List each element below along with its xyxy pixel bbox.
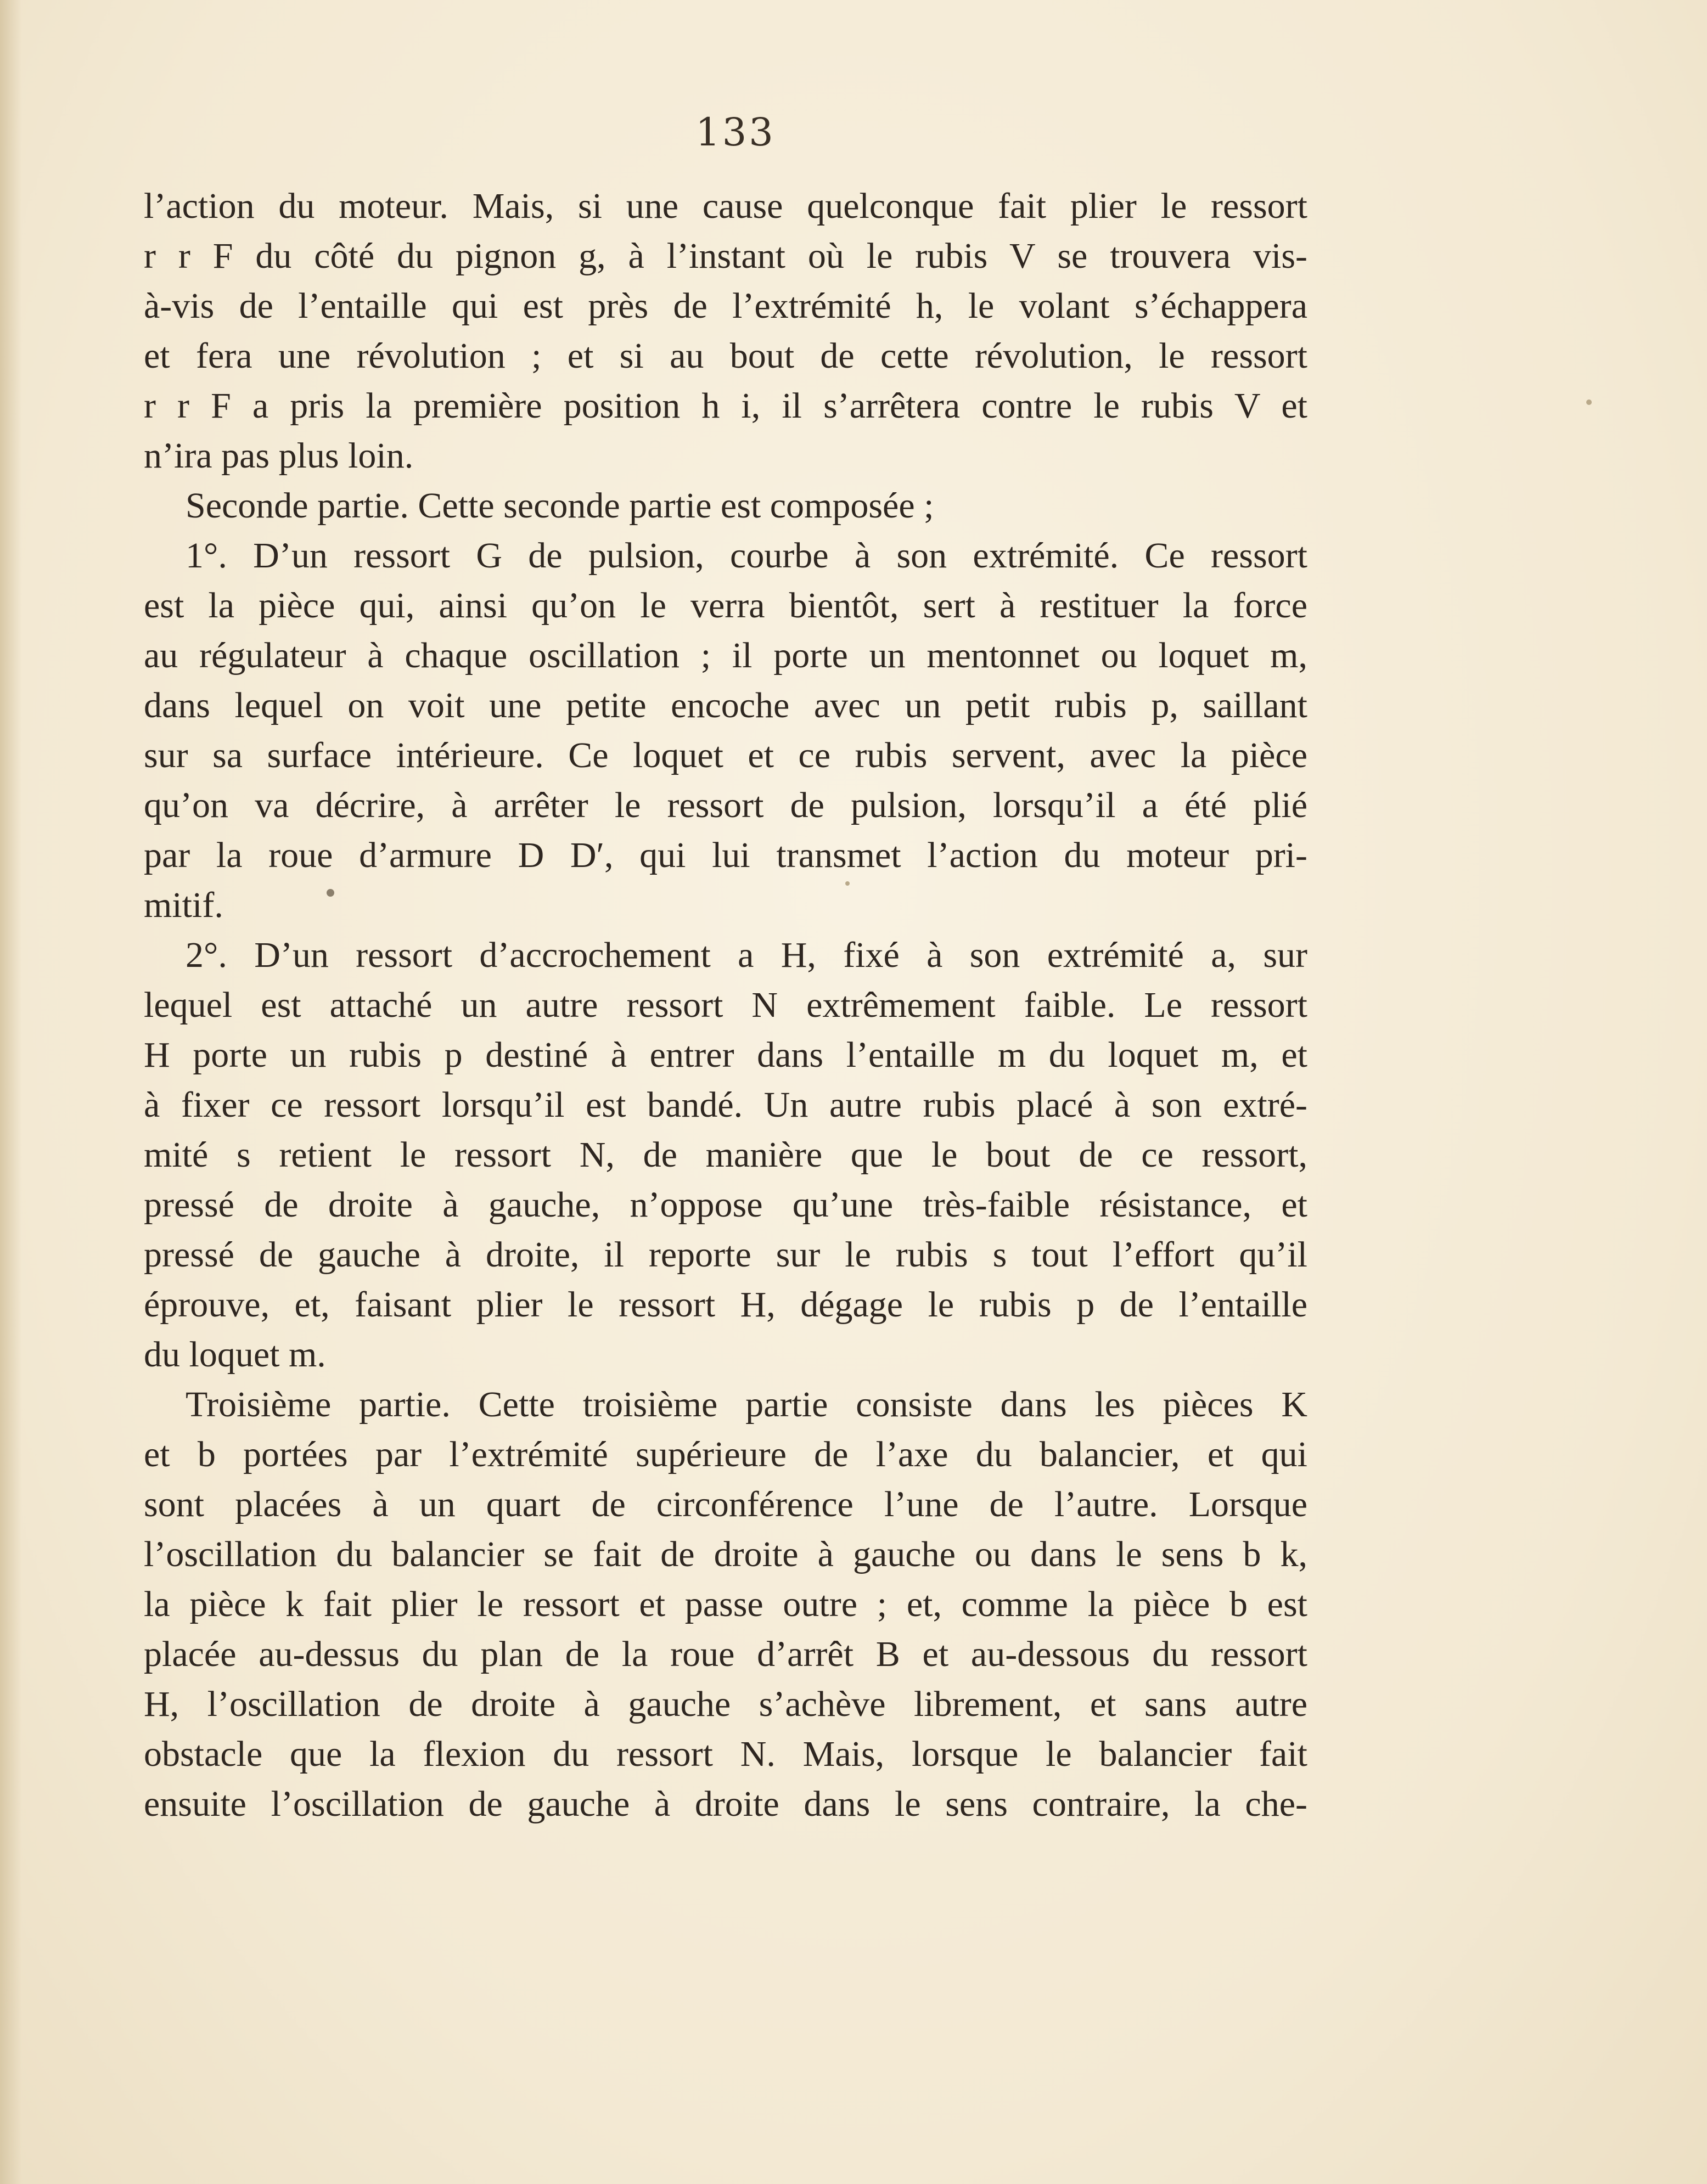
text-line: H porte un rubis p destiné à entrer dans l’entaille m du loquet m, et — [144, 1035, 1307, 1075]
paper-spot — [327, 889, 334, 897]
text-line: dans lequel on voit une petite encoche avec un petit rubis p, saillant — [144, 685, 1307, 725]
text-line: qu’on va décrire, à arrêter le ressort de pulsion, lorsqu’il a été plié — [144, 785, 1307, 825]
text-line: du loquet m. — [144, 1335, 326, 1375]
text-line: r r F a pris la première position h i, il s’arrêtera contre le rubis V et — [144, 386, 1307, 426]
text-line: placée au-dessus du plan de la roue d’arrêt B et au-dessous du ressort — [144, 1634, 1307, 1674]
text-line: pressé de droite à gauche, n’oppose qu’une très-faible résistance, et — [144, 1185, 1307, 1225]
page-gutter-shadow — [0, 0, 22, 2184]
text-line: sur sa surface intérieure. Ce loquet et ce rubis servent, avec la pièce — [144, 735, 1307, 775]
text-line: lequel est attaché un autre ressort N extrêmement faible. Le ressort — [144, 985, 1307, 1025]
text-line: H, l’oscillation de droite à gauche s’achève librement, et sans autre — [144, 1684, 1307, 1724]
text-line: l’action du moteur. Mais, si une cause quelconque fait plier le ressort — [144, 186, 1307, 226]
text-line: pressé de gauche à droite, il reporte sur le rubis s tout l’effort qu’il — [144, 1235, 1307, 1275]
text-line: la pièce k fait plier le ressort et passe outre ; et, comme la pièce b est — [144, 1584, 1307, 1624]
text-line: 1°. D’un ressort G de pulsion, courbe à son extrémité. Ce ressort — [186, 536, 1307, 576]
page-number: 133 — [695, 110, 776, 155]
section-heading-troisieme-partie: Troisième partie. Cette troisième partie consiste dans les pièces K — [186, 1384, 1307, 1425]
section-heading-seconde-partie: Seconde partie. Cette seconde partie est composée ; — [186, 486, 934, 526]
text-line: et fera une révolution ; et si au bout de cette révolution, le ressort — [144, 336, 1307, 376]
text-line: et b portées par l’extrémité supérieure de l’axe du balancier, et qui — [144, 1434, 1307, 1474]
paper-spot — [1586, 399, 1592, 405]
text-line: r r F du côté du pignon g, à l’instant où le rubis V se trouvera vis- — [144, 236, 1307, 276]
text-line: au régulateur à chaque oscillation ; il porte un mentonnet ou loquet m, — [144, 635, 1307, 676]
text-line: à fixer ce ressort lorsqu’il est bandé. Un autre rubis placé à son extré- — [144, 1085, 1307, 1125]
text-line: 2°. D’un ressort d’accrochement a H, fixé à son extrémité a, sur — [186, 935, 1307, 975]
text-line: n’ira pas plus loin. — [144, 436, 414, 476]
paper-spot — [845, 881, 850, 886]
body-text — [144, 181, 1307, 1829]
text-line: ensuite l’oscillation de gauche à droite dans le sens contraire, la che- — [144, 1784, 1307, 1824]
text-line: est la pièce qui, ainsi qu’on le verra bientôt, sert à restituer la force — [144, 586, 1307, 626]
text-line: éprouve, et, faisant plier le ressort H, dégage le rubis p de l’entaille — [144, 1285, 1307, 1325]
text-line: mitif. — [144, 885, 223, 925]
text-line: sont placées à un quart de circonférence l’une de l’autre. Lorsque — [144, 1484, 1307, 1524]
text-line: obstacle que la flexion du ressort N. Mais, lorsque le balancier fait — [144, 1734, 1307, 1774]
text-line: par la roue d’armure D D′, qui lui transmet l’action du moteur pri- — [144, 835, 1307, 875]
text-line: mité s retient le ressort N, de manière que le bout de ce ressort, — [144, 1135, 1307, 1175]
text-line: à-vis de l’entaille qui est près de l’extrémité h, le volant s’échappera — [144, 286, 1307, 326]
text-line: l’oscillation du balancier se fait de droite à gauche ou dans le sens b k, — [144, 1534, 1307, 1574]
